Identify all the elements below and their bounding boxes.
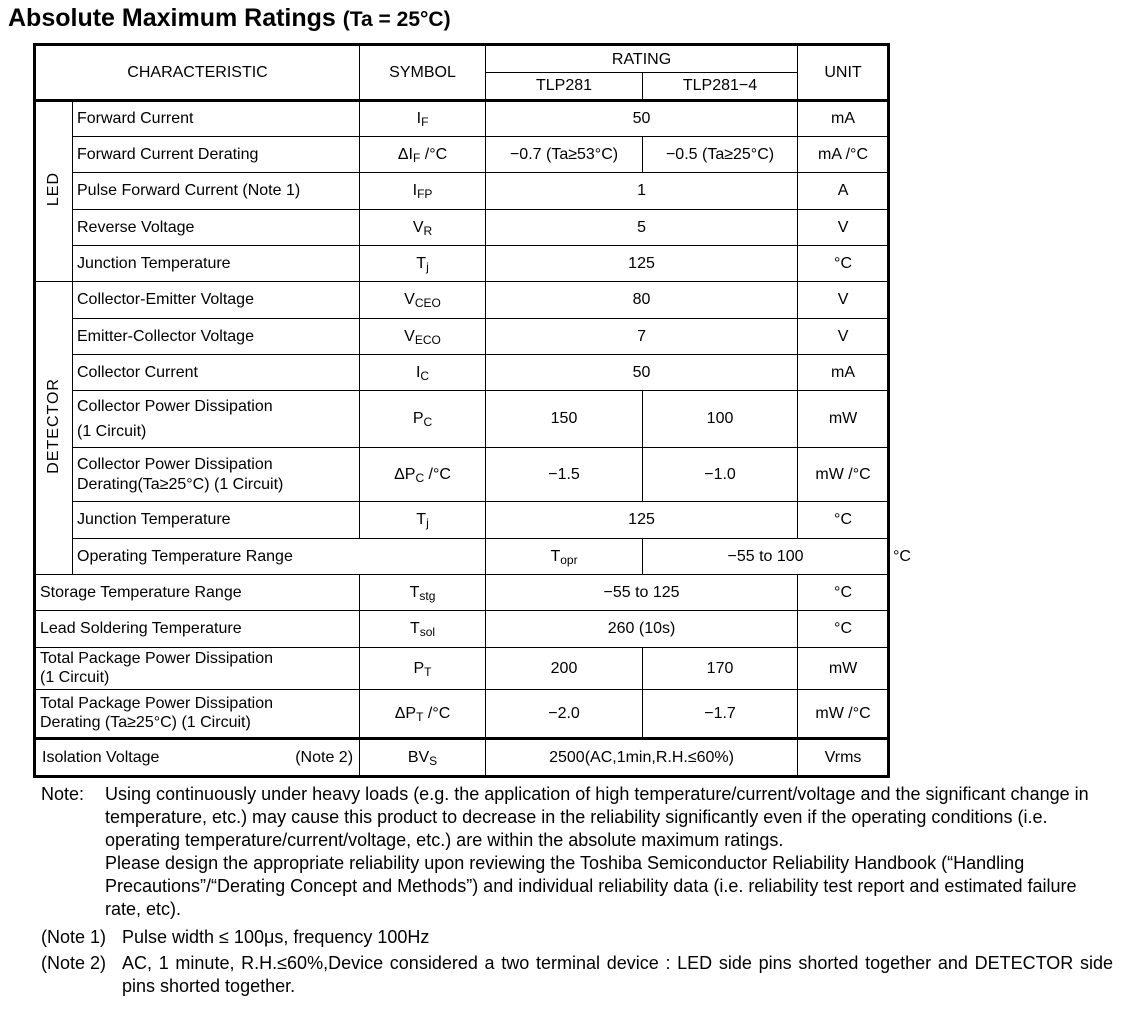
row-symbol: $T_{sol}$ xyxy=(360,611,486,647)
row-unit: °C xyxy=(798,611,889,647)
row-symbol: $V_{CEO}$ xyxy=(360,282,486,318)
row-unit: mA /°C xyxy=(798,136,889,172)
table-row xyxy=(35,447,889,502)
row-characteristic: Pulse Forward Current (Note 1) xyxy=(73,173,360,209)
row-unit: mW /°C xyxy=(798,447,889,502)
row-characteristic: Junction Temperature xyxy=(73,502,360,538)
row-symbol: $I_{FP}$ xyxy=(360,173,486,209)
row-characteristic: Total Package Power Dissipation Derating (Ta≥25°C) (1 Circuit) xyxy=(35,690,360,738)
row-rating-tlp281-4: −0.5 (Ta≥25°C) xyxy=(643,136,798,172)
notes-section xyxy=(41,783,1113,998)
row-characteristic: Reverse Voltage xyxy=(73,209,360,245)
table-row xyxy=(35,690,889,738)
row-rating-tlp281: 150 xyxy=(486,391,643,448)
row-symbol: $I_F$ xyxy=(360,100,486,136)
row-symbol: $P_C$ xyxy=(360,391,486,448)
row-characteristic: Lead Soldering Temperature xyxy=(35,611,360,647)
row-characteristic: Collector Power Dissipation (1 Circuit) xyxy=(73,391,360,448)
row-characteristic: Emitter-Collector Voltage xyxy=(73,318,360,354)
row-symbol: $T_{opr}$ xyxy=(486,538,643,574)
row-characteristic: Total Package Power Dissipation (1 Circuit) xyxy=(35,647,360,689)
row-symbol: $I_C$ xyxy=(360,354,486,390)
group-detector-label: DETECTOR xyxy=(45,377,63,474)
row-characteristic: Collector Current xyxy=(73,354,360,390)
row-rating: 260 (10s) xyxy=(486,611,798,647)
row-rating: 7 xyxy=(486,318,798,354)
row-rating: −55 to 100 xyxy=(643,538,889,574)
table-row xyxy=(35,354,889,390)
row-symbol: $T_j$ xyxy=(360,245,486,281)
row-rating-tlp281-4: −1.7 xyxy=(643,690,798,738)
row-rating-tlp281: −1.5 xyxy=(486,447,643,502)
row-unit: V xyxy=(798,318,889,354)
row-rating: 80 xyxy=(486,282,798,318)
header-tlp281: TLP281 xyxy=(486,73,643,100)
row-note: (Note 2) xyxy=(295,748,354,766)
page-title xyxy=(8,4,451,33)
row-rating: 125 xyxy=(486,245,798,281)
row-rating-tlp281-4: 100 xyxy=(643,391,798,448)
row-unit: mA xyxy=(798,354,889,390)
row-unit: °C xyxy=(798,502,889,538)
note-label: Note: xyxy=(41,784,85,804)
row-symbol: $T_{stg}$ xyxy=(360,575,486,611)
row-characteristic: Forward Current Derating xyxy=(73,136,360,172)
row-rating-tlp281-4: −1.0 xyxy=(643,447,798,502)
table-row xyxy=(35,738,889,776)
row-symbol: $\Delta P_T$ /°C xyxy=(360,690,486,738)
table-row xyxy=(35,136,889,172)
row-unit: mW /°C xyxy=(798,690,889,738)
header-tlp281-4: TLP281−4 xyxy=(643,73,798,100)
row-rating: 2500(AC,1min,R.H.≤60%) xyxy=(486,738,798,776)
row-rating: 5 xyxy=(486,209,798,245)
row-characteristic: Collector Power Dissipation Derating(Ta≥25°C) (1 Circuit) xyxy=(73,447,360,502)
group-detector xyxy=(35,282,73,575)
row-rating: 50 xyxy=(486,100,798,136)
row-symbol: $BV_S$ xyxy=(360,738,486,776)
ratings-table xyxy=(33,43,911,778)
row-unit: Vrms xyxy=(798,738,889,776)
table-row xyxy=(35,391,889,448)
table-row xyxy=(35,575,889,611)
table-row xyxy=(35,100,889,136)
row-unit: A xyxy=(798,173,889,209)
row-unit: V xyxy=(798,209,889,245)
table-row xyxy=(35,173,889,209)
row-symbol: $V_R$ xyxy=(360,209,486,245)
table-row xyxy=(35,318,889,354)
row-characteristic: Isolation Voltage (Note 2) xyxy=(35,738,360,776)
row-unit: V xyxy=(798,282,889,318)
footnote-2: (Note 2) AC, 1 minute, R.H.≤60%,Device considered a two terminal device : LED side pins shorted together and DETECTOR side pins shorted together. xyxy=(41,953,1113,996)
row-symbol: $\Delta I_F$ /°C xyxy=(360,136,486,172)
group-led xyxy=(35,100,73,282)
table-row xyxy=(35,502,889,538)
header-characteristic: CHARACTERISTIC xyxy=(35,45,360,101)
row-rating-tlp281: −2.0 xyxy=(486,690,643,738)
row-characteristic: Collector-Emitter Voltage xyxy=(73,282,360,318)
row-rating-tlp281-4: 170 xyxy=(643,647,798,689)
table-row xyxy=(35,647,889,689)
header-unit: UNIT xyxy=(798,45,889,101)
title-condition: (Ta = 25°C) xyxy=(342,8,451,31)
row-unit: mW xyxy=(798,647,889,689)
group-led-label: LED xyxy=(45,171,63,206)
note-paragraph-1: Using continuously under heavy loads (e.g. the application of high temperature/current/voltage and the significant change in temperature, etc.) may cause this product to decrease in the reliability significantly even if the operating conditions (i.e. operating temperature/current/voltage, etc.) are within the absolute maximum ratings. xyxy=(105,784,1089,850)
title-main: Absolute Maximum Ratings xyxy=(8,4,336,32)
row-rating-tlp281: −0.7 (Ta≥53°C) xyxy=(486,136,643,172)
row-rating: 125 xyxy=(486,502,798,538)
row-unit: °C xyxy=(798,575,889,611)
row-unit: mA xyxy=(798,100,889,136)
header-rating: RATING xyxy=(486,45,798,73)
row-rating-tlp281: 200 xyxy=(486,647,643,689)
row-characteristic: Forward Current xyxy=(73,100,360,136)
row-characteristic: Junction Temperature xyxy=(73,245,360,281)
row-rating: 1 xyxy=(486,173,798,209)
note-paragraph-2: Please design the appropriate reliability upon reviewing the Toshiba Semiconductor Reliability Handbook (“Handling Precautions”/“Derating Concept and Methods”) and individual reliability data (i.e. reliability test report and estimated failure rate, etc). xyxy=(105,853,1077,919)
row-symbol: $\Delta P_C$ /°C xyxy=(360,447,486,502)
footnote-1: (Note 1) Pulse width ≤ 100μs, frequency 100Hz xyxy=(41,927,430,947)
row-unit: °C xyxy=(798,245,889,281)
row-characteristic: Operating Temperature Range xyxy=(73,538,486,574)
table-row xyxy=(35,282,889,318)
table-row xyxy=(35,245,889,281)
row-symbol: $V_{ECO}$ xyxy=(360,318,486,354)
table-row xyxy=(35,611,889,647)
header-symbol: SYMBOL xyxy=(360,45,486,101)
row-symbol: $T_j$ xyxy=(360,502,486,538)
row-rating: −55 to 125 xyxy=(486,575,798,611)
row-rating: 50 xyxy=(486,354,798,390)
row-unit: mW xyxy=(798,391,889,448)
row-characteristic: Storage Temperature Range xyxy=(35,575,360,611)
table-row: Operating Temperature Range $T_{opr}$ −55 to 100 °C xyxy=(35,538,889,574)
row-symbol: $P_T$ xyxy=(360,647,486,689)
table-row xyxy=(35,209,889,245)
